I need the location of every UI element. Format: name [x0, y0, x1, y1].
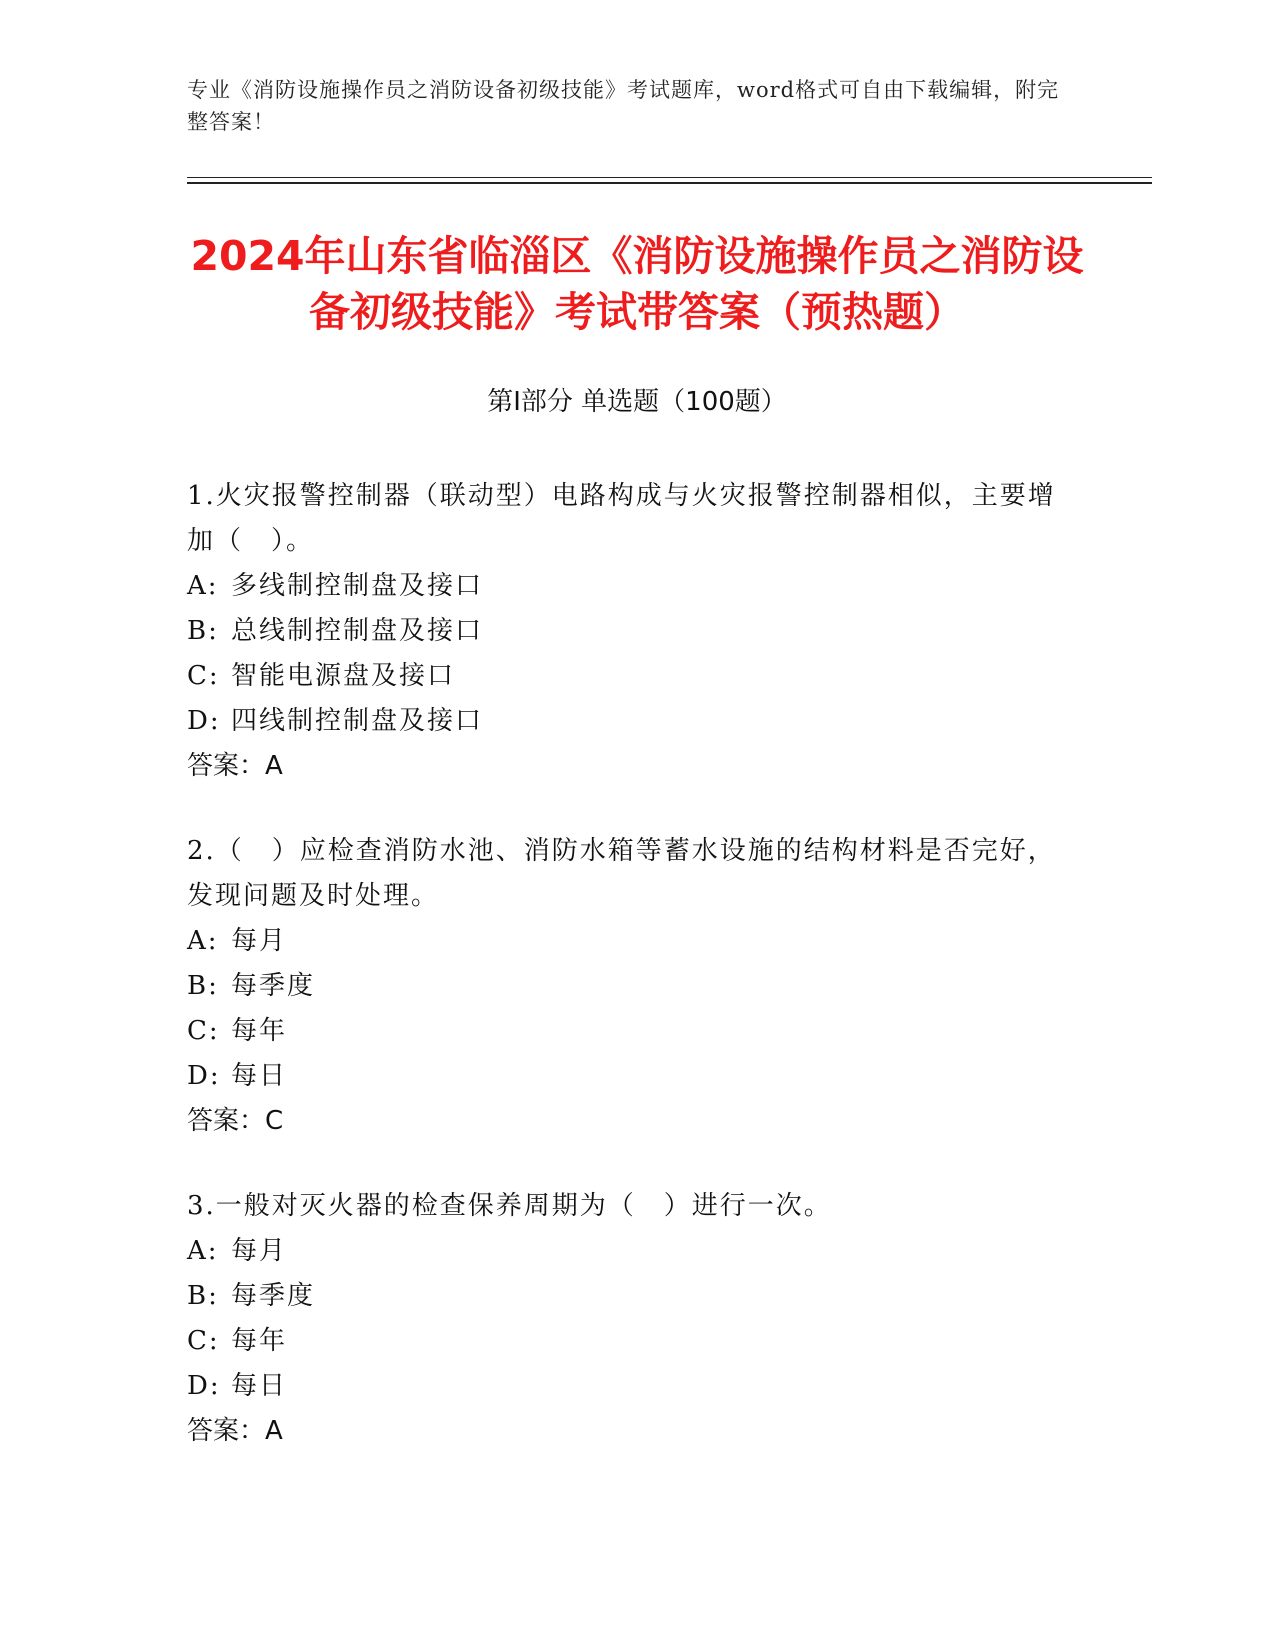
- option-text: 多线制控制盘及接口: [231, 571, 484, 601]
- option-key: C:: [187, 661, 220, 691]
- option-c: [187, 654, 1067, 699]
- option-b: [187, 964, 1067, 1009]
- option-key: D:: [187, 1061, 221, 1091]
- option-text: 每季度: [231, 971, 316, 1001]
- question-stem: 1.火灾报警控制器（联动型）电路构成与火灾报警控制器相似，主要增加（ ）。: [187, 481, 1056, 556]
- option-c: [187, 1009, 1067, 1054]
- section-title: 第Ⅰ部分 单选题（100题）: [487, 387, 787, 417]
- option-text: 智能电源盘及接口: [231, 661, 456, 691]
- option-key: A:: [187, 571, 219, 601]
- option-text: 四线制控制盘及接口: [231, 706, 484, 736]
- option-b: [187, 1274, 1067, 1319]
- answer-line: 答案：A: [187, 751, 283, 781]
- option-a: [187, 919, 1067, 964]
- option-a: [187, 564, 1067, 609]
- option-d: [187, 1054, 1067, 1099]
- option-text: 每年: [231, 1326, 288, 1356]
- question-stem: 3.一般对灭火器的检查保养周期为（ ）进行一次。: [187, 1191, 832, 1221]
- option-key: B:: [187, 616, 219, 646]
- option-d: [187, 1364, 1067, 1409]
- option-key: C:: [187, 1016, 220, 1046]
- option-key: A:: [187, 926, 219, 956]
- option-text: 每季度: [231, 1281, 316, 1311]
- header-divider-thin: [187, 177, 1152, 178]
- option-text: 每日: [231, 1371, 288, 1401]
- option-a: [187, 1229, 1067, 1274]
- question-stem: 2.（ ）应检查消防水池、消防水箱等蓄水设施的结构材料是否完好，发现问题及时处理。: [187, 836, 1056, 911]
- option-d: [187, 699, 1067, 744]
- option-text: 每月: [231, 926, 288, 956]
- option-key: A:: [187, 1236, 219, 1266]
- option-text: 每年: [231, 1016, 288, 1046]
- answer-line: 答案：C: [187, 1106, 284, 1136]
- question-3: [187, 1184, 1067, 1454]
- option-text: 总线制控制盘及接口: [231, 616, 484, 646]
- option-key: B:: [187, 1281, 219, 1311]
- question-2: [187, 829, 1067, 1144]
- header-divider-thick: [187, 182, 1152, 184]
- question-list: [187, 474, 1067, 1494]
- option-c: [187, 1319, 1067, 1364]
- option-text: 每月: [231, 1236, 288, 1266]
- answer-line: 答案：A: [187, 1416, 283, 1446]
- question-1: [187, 474, 1067, 789]
- document-title: 2024年山东省临淄区《消防设施操作员之消防设备初级技能》考试带答案（预热题）: [190, 232, 1084, 336]
- option-key: B:: [187, 971, 219, 1001]
- option-text: 每日: [231, 1061, 288, 1091]
- option-b: [187, 609, 1067, 654]
- option-key: C:: [187, 1326, 220, 1356]
- header-note: 专业《消防设施操作员之消防设备初级技能》考试题库，word格式可自由下载编辑，附完整答案！: [187, 78, 1060, 134]
- option-key: D:: [187, 1371, 221, 1401]
- option-key: D:: [187, 706, 221, 736]
